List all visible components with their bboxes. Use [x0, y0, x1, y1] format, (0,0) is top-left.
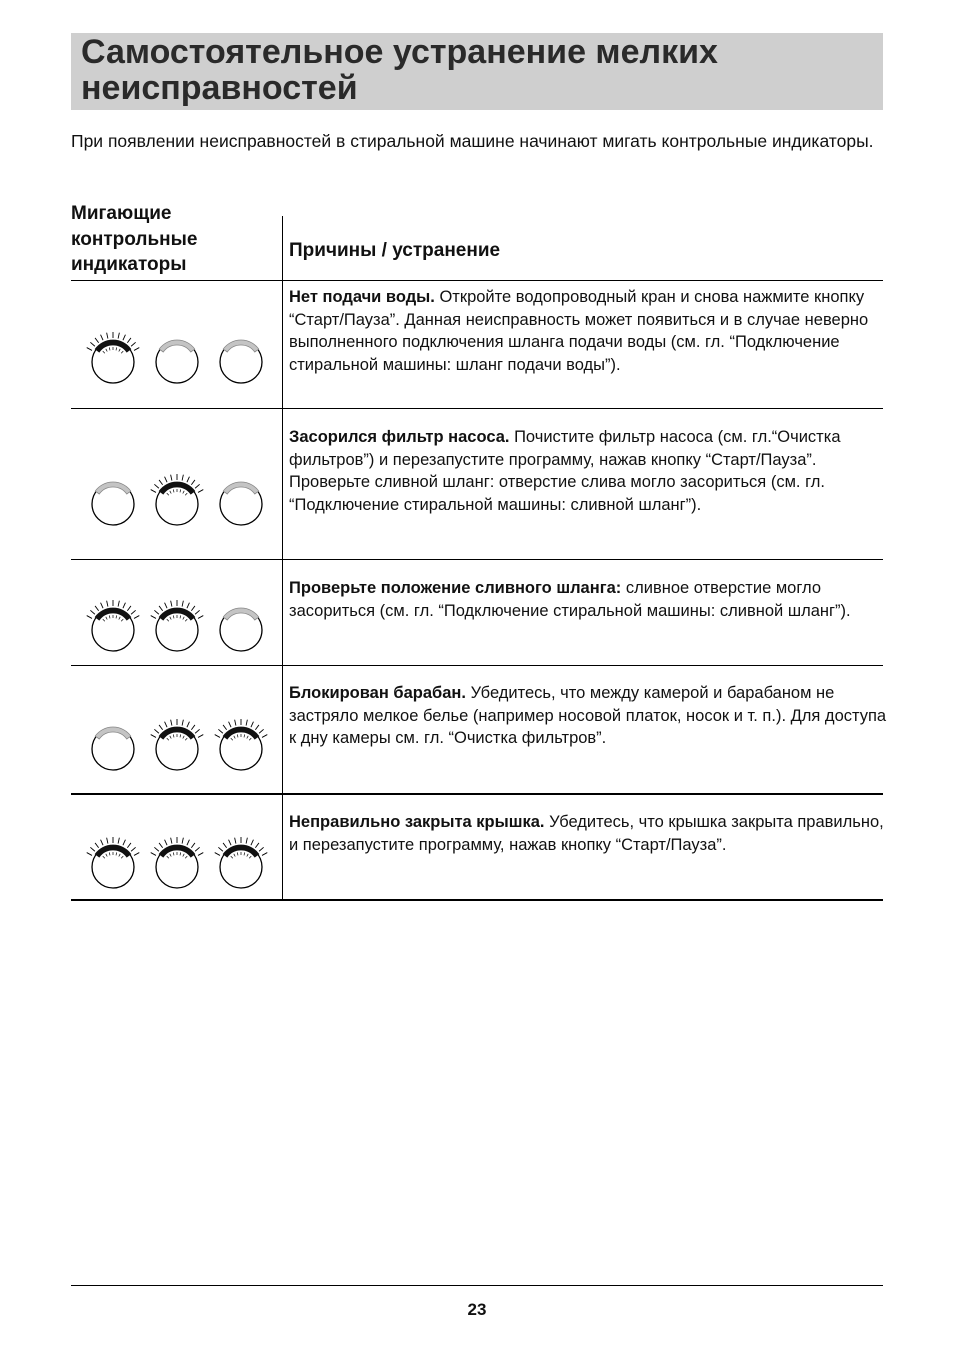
indicator-lamp-off [92, 482, 134, 525]
table-header-indicators: Мигающие контрольные индикаторы [71, 203, 198, 275]
header-divider [282, 216, 283, 280]
indicator-set [71, 315, 282, 395]
indicator-set [71, 457, 282, 537]
row-text: сливное отверстие могло засориться (см. гл. “Подключение стиральной машины: сливной шланг”). [289, 579, 851, 620]
indicator-lamp-off [220, 608, 262, 651]
table-row [71, 409, 883, 559]
row-description [289, 426, 889, 516]
row-title: Блокирован барабан. [289, 684, 466, 702]
indicator-lamp-blinking [215, 837, 268, 888]
indicator-lamp-blinking [87, 837, 140, 888]
row-description [289, 577, 889, 622]
row-text-2: Проверьте сливной шланг: отверстие слива могло засориться (см. гл. “Подключение стиральной машины: сливной шланг”). [289, 473, 825, 514]
indicator-lamp-blinking [215, 719, 268, 770]
table-header-causes: Причины / устранение [289, 240, 501, 261]
row-text: Откройте водопроводный кран и снова нажмите кнопку “Старт/Пауза”. Данная неисправность может появиться и в случае неверно выполненного подключения шланга подачи воды (см. гл. “Подключение стиральной машины: шланг подачи воды”). [289, 288, 869, 374]
indicator-lamp-blinking [151, 474, 204, 525]
indicator-lamp-off [156, 340, 198, 383]
indicator-lamps [71, 702, 282, 782]
footer-rule [71, 1285, 883, 1286]
title-bar [71, 33, 883, 110]
table-row [71, 560, 883, 665]
indicator-lamps [71, 583, 282, 663]
indicator-lamp-off [92, 727, 134, 770]
page-title: Самостоятельное устранение мелких неисправностей [81, 33, 718, 107]
row-title: Засорился фильтр насоса. [289, 428, 510, 446]
row-text: Почистите фильтр насоса (см. гл.“Очистка фильтров”) и перезапустите программу, нажав кнопку “Старт/Пауза”. [289, 428, 841, 469]
indicator-lamps [71, 457, 282, 537]
indicator-set [71, 583, 282, 663]
table-row [71, 795, 883, 899]
row-description [289, 682, 889, 750]
page-number: 23 [467, 1300, 487, 1319]
table-row [71, 281, 883, 408]
indicator-lamp-blinking [87, 332, 140, 383]
indicator-lamps [71, 315, 282, 395]
row-title: Нет подачи воды. [289, 288, 435, 306]
indicator-lamp-blinking [87, 600, 140, 651]
row-text: Убедитесь, что между камерой и барабаном не застряло мелкое белье (например носовой платок, носок и т. п.). Для доступа к дну камеры см. гл. “Очистка фильтров”. [289, 684, 887, 748]
indicator-lamp-blinking [151, 719, 204, 770]
row-title: Неправильно закрыта крышка. [289, 813, 545, 831]
indicator-lamps [71, 820, 282, 900]
indicator-lamp-blinking [151, 837, 204, 888]
table-row [71, 666, 887, 793]
indicator-lamp-off [220, 482, 262, 525]
row-description [289, 811, 889, 856]
indicator-lamp-off [220, 340, 262, 383]
row-title: Проверьте положение сливного шланга: [289, 579, 622, 597]
intro-paragraph: При появлении неисправностей в стиральной машине начинают мигать контрольные индикаторы. [71, 131, 874, 151]
indicator-set [71, 702, 282, 782]
row-description [289, 286, 889, 376]
indicator-lamp-blinking [151, 600, 204, 651]
indicator-set [71, 820, 282, 900]
row-text: Убедитесь, что крышка закрыта правильно, и перезапустите программу, нажав кнопку “Старт/Пауза”. [289, 813, 884, 854]
